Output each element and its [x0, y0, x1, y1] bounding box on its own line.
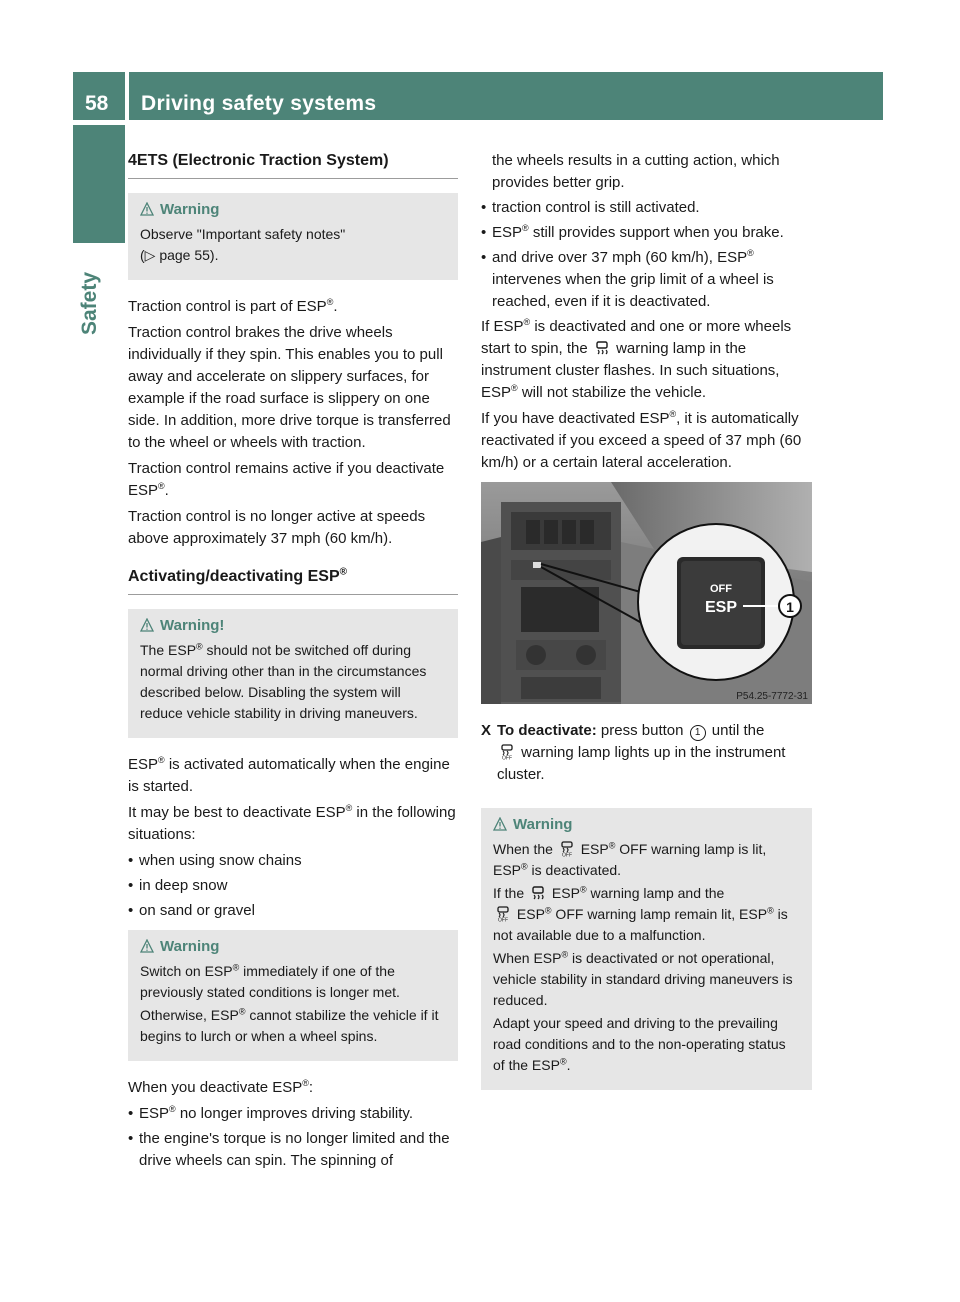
heading-4ets: 4ETS (Electronic Traction System) [128, 152, 458, 179]
list-item: • the engine's torque is no longer limited and the drive wheels can spin. The spinning of [128, 1130, 450, 1169]
esp-off-lamp-icon [496, 906, 510, 922]
esp-warning-lamp-icon [595, 340, 609, 356]
list-item: • traction control is still activated. [481, 199, 700, 216]
list-item: • ESP® no longer improves driving stability. [128, 1104, 413, 1122]
list-item: • when using snow chains [128, 852, 302, 869]
esp-off-lamp-icon [500, 744, 514, 760]
side-tab-safety: Safety [78, 271, 101, 335]
paragraph: Traction control is part of ESP®. [128, 297, 338, 315]
warning-title: Warning [140, 938, 446, 955]
warning-text: If the ESP® warning lamp and the OFF ESP® OFF warning lamp remain lit, ESP® is not available due to a malfunction. [493, 884, 788, 943]
list-item: • and drive over 37 mph (60 km/h), ESP® intervenes when the grip limit of a wheel is reached, even if it is deactivated. [481, 248, 774, 310]
warning-box [128, 193, 458, 280]
warning-text: Switch on ESP® immediately if one of the previously stated conditions is longer met. [140, 962, 400, 1000]
warning-triangle-icon [493, 817, 507, 831]
warning-text: Otherwise, ESP® cannot stabilize the vehicle if it begins to lurch or when a wheel spins. [140, 1006, 439, 1044]
instruction-step: X To deactivate: press button 1 until the OFF warning lamp lights up in the instrument cluster. [481, 722, 786, 783]
svg-text:OFF: OFF [498, 917, 508, 922]
warning-title: Warning [140, 201, 446, 218]
warning-text: When the OFF ESP® OFF warning lamp is lit, ESP® is deactivated. [493, 840, 767, 878]
left-column [128, 152, 458, 1175]
svg-text:OFF: OFF [502, 755, 512, 760]
off-label: OFF [710, 583, 732, 595]
warning-triangle-icon [140, 202, 154, 216]
section-title: Driving safety systems [129, 72, 883, 120]
list-item: • on sand or gravel [128, 902, 255, 919]
esp-label: ESP [704, 599, 738, 616]
warning-box [481, 808, 812, 1090]
paragraph: If you have deactivated ESP®, it is automatically reactivated if you exceed a speed of 37 mph (60 km/h) or a certain lateral acceleration. [481, 409, 802, 471]
paragraph: Traction control remains active if you deactivate ESP®. [128, 460, 445, 499]
warning-title: Warning! [140, 617, 446, 634]
svg-text:OFF: OFF [561, 852, 572, 857]
warning-text: Observe "Important safety notes" (▷ page 55). [140, 226, 346, 263]
warning-text: When ESP® is deactivated or not operational, vehicle stability in standard driving maneuvers is reduced. [493, 949, 793, 1008]
esp-warning-lamp-icon [531, 885, 545, 901]
warning-triangle-icon [140, 939, 154, 953]
paragraph: It may be best to deactivate ESP® in the following situations: [128, 803, 456, 843]
warning-text: The ESP® should not be switched off during normal driving other than in the circumstances described below. Disabling the system will reduce vehicle stability in driving maneuvers. [140, 641, 427, 721]
paragraph: Traction control brakes the drive wheels individually if they spin. This enables you to pull away and accelerate on slippery surfaces, for example if the road surface is slippery on one side. In addition, more drive torque is transferred to the wheel or wheels with traction. [128, 324, 451, 451]
heading-activating-esp: Activating/deactivating ESP® [128, 568, 458, 595]
warning-title: Warning [493, 816, 800, 833]
paragraph: ESP® is activated automatically when the engine is started. [128, 755, 450, 795]
paragraph: When you deactivate ESP®: [128, 1078, 314, 1096]
paragraph: Traction control is no longer active at speeds above approximately 37 mph (60 km/h). [128, 508, 426, 547]
right-column [481, 152, 812, 1106]
dashboard-photo [481, 482, 812, 704]
warning-text: Adapt your speed and driving to the prevailing road conditions and to the non-operating status of the ESP®. [493, 1015, 786, 1073]
page-number: 58 [73, 72, 125, 120]
page-header [73, 72, 883, 120]
list-item: • in deep snow [128, 877, 228, 894]
warning-box [128, 609, 458, 738]
list-item-continued: the wheels results in a cutting action, which provides better grip. [492, 152, 780, 191]
warning-box [128, 930, 458, 1061]
list-item: • ESP® still provides support when you brake. [481, 223, 784, 241]
paragraph: If ESP® is deactivated and one or more wheels start to spin, the warning lamp in the instrument cluster flashes. In such situations, ESP® will not stabilize the vehicle. [481, 317, 792, 401]
image-code: P54.25-7772-31 [736, 691, 808, 702]
side-block [73, 125, 125, 243]
callout-number: 1 [786, 599, 794, 615]
dashboard-illustration [481, 482, 812, 704]
callout-1-icon: 1 [690, 725, 706, 741]
esp-off-lamp-icon [560, 841, 574, 857]
warning-triangle-icon [140, 618, 154, 632]
